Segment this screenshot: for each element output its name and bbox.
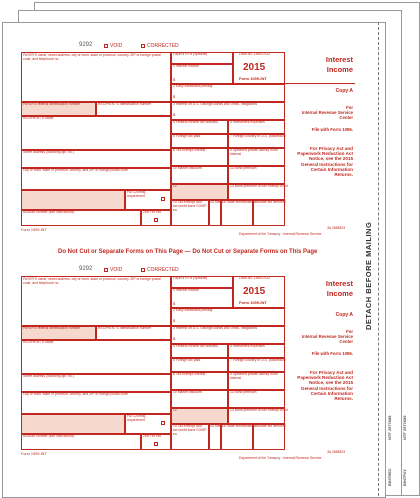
box12-label: 12 <box>173 408 177 412</box>
privacy-notice: For Privacy Act and Paperwork Reduction Act Notice, see the 2015 General Instructions for Certain Information Returns. <box>297 146 353 178</box>
corrected-label: CORRECTED <box>147 43 179 49</box>
account-label: Account number (see instructions) <box>23 210 75 214</box>
box13-label: 13 Bond premium on tax-exempt bond <box>230 184 288 188</box>
box17-label: 17 State tax withheld <box>254 200 286 204</box>
blank-box <box>21 414 125 434</box>
do-not-cut-notice: Do Not Cut or Separate Forms on This Page — Do Not Cut or Separate Forms on This Page <box>58 249 318 255</box>
box3-label: 3 Interest on U.S. Savings Bonds and Treas. obligations <box>173 326 258 330</box>
box3-dollar: $ <box>173 336 176 341</box>
box11-label: 11 Bond premium <box>230 390 257 394</box>
form-name: Form 1099-INT <box>239 76 267 81</box>
recipient-name-label: RECIPIENT'S name <box>23 116 54 120</box>
box5-label: 5 Investment expenses <box>230 120 265 124</box>
box1-dollar: $ <box>173 301 176 306</box>
footer-id: 36-2558823 <box>327 226 346 230</box>
box8-label: 8 Tax-exempt interest <box>173 372 206 376</box>
footer-id: 36-2558823 <box>327 450 346 454</box>
box10-label: 10 Market discount <box>173 166 202 170</box>
copy-a: Copy A <box>335 312 353 318</box>
blank-box <box>21 190 125 210</box>
tin2-checkbox[interactable] <box>154 442 158 446</box>
void-label: VOID <box>110 43 123 49</box>
form-name: Form 1099-INT <box>239 300 267 305</box>
box12 <box>171 184 228 200</box>
file-with: File with Form 1096. <box>311 351 353 356</box>
street-label: Street address (including apt. no.) <box>23 374 74 378</box>
fatca-label: FATCA filing requirement <box>127 414 146 422</box>
box12 <box>171 408 228 424</box>
box16-label: 16 State identification no. <box>222 200 261 204</box>
box1-label: 1 Interest income <box>173 288 200 292</box>
title-interest: Interest <box>325 279 353 288</box>
box14-label: 14 Tax-exempt and tax credit bond CUSIP no. <box>173 200 207 212</box>
tin2-checkbox[interactable] <box>154 218 158 222</box>
stub-label-bintpay: BINTPAY <box>402 469 407 486</box>
corrected-checkbox[interactable] <box>141 268 145 272</box>
omb-label: OMB No. 1545-0112 <box>239 52 270 56</box>
box17-label: 17 State tax withheld <box>254 424 286 428</box>
void-checkbox[interactable] <box>104 268 108 272</box>
box4-label: 4 Federal income tax withheld <box>173 344 219 348</box>
payer-name-label: PAYER'S name, street address, city or town, state or province, country, ZIP or foreign postal code, and telephone no. <box>23 53 161 61</box>
box7-label: 7 Foreign country or U.S. possession <box>230 134 286 138</box>
fatca-checkbox[interactable] <box>161 421 165 425</box>
tin2-label: 2nd TIN not. <box>143 210 162 214</box>
box2-dollar: $ <box>173 318 176 323</box>
payer-name-label: PAYER'S name, street address, city or town, state or province, country, ZIP or foreign postal code, and telephone no. <box>23 277 161 285</box>
tax-year: 2015 <box>243 62 266 73</box>
payer-rtn-label: Payer's RTN (optional) <box>173 276 208 280</box>
box3-dollar: $ <box>173 112 176 117</box>
void-label: VOID <box>110 267 123 273</box>
payer-tin-label: PAYER'S federal identification number <box>23 326 81 330</box>
corrected-label: CORRECTED <box>147 267 179 273</box>
omb-label: OMB No. 1545-0112 <box>239 276 270 280</box>
box11-label: 11 Bond premium <box>230 166 257 170</box>
form-code: 9292 <box>79 42 93 48</box>
box5-label: 5 Investment expenses <box>230 344 265 348</box>
box12-label: 12 <box>173 184 177 188</box>
box1-label: 1 Interest income <box>173 64 200 68</box>
box4-label: 4 Federal income tax withheld <box>173 120 219 124</box>
for-label: For <box>346 105 353 110</box>
footer-dept: Department of the Treasury - Internal Revenue Service <box>239 232 322 236</box>
corrected-checkbox[interactable] <box>141 44 145 48</box>
title-income: Income <box>326 65 353 74</box>
form-code: 9292 <box>79 266 93 272</box>
account-label: Account number (see instructions) <box>23 434 75 438</box>
form-1099-int-top <box>7 42 377 247</box>
box6-label: 6 Foreign tax paid <box>173 358 201 362</box>
for-label: For <box>346 329 353 334</box>
payer-tin-label: PAYER'S federal identification number <box>23 102 81 106</box>
box9-label: 9 Specified private activity bond interest <box>230 148 278 156</box>
recipient-tin-label: RECIPIENT'S identification number <box>98 102 152 106</box>
detach-notice: DETACH BEFORE MAILING <box>364 221 373 330</box>
city-label: City or town, state or province, country, and ZIP or foreign postal code <box>23 168 128 172</box>
fatca-label: FATCA filing requirement <box>127 190 146 198</box>
city-label: City or town, state or province, country, and ZIP or foreign postal code <box>23 392 128 396</box>
box15-label: 15 State <box>210 424 223 428</box>
stub-code-1: NTF 2577689 <box>402 415 407 440</box>
footer-form: Form 1099-INT <box>21 452 47 456</box>
payer-rtn-label: Payer's RTN (optional) <box>173 52 208 56</box>
box7-label: 7 Foreign country or U.S. possession <box>230 358 286 362</box>
box6-label: 6 Foreign tax paid <box>173 134 201 138</box>
box2-label: 2 Early withdrawal penalty <box>173 308 213 312</box>
box1-dollar: $ <box>173 77 176 82</box>
footer-form: Form 1099-INT <box>21 228 47 232</box>
void-checkbox[interactable] <box>104 44 108 48</box>
privacy-notice: For Privacy Act and Paperwork Reduction Act Notice, see the 2015 General Instructions for Certain Information Returns. <box>297 370 353 402</box>
box8-label: 8 Tax-exempt interest <box>173 148 206 152</box>
recipient-tin-label: RECIPIENT'S identification number <box>98 326 152 330</box>
box10-label: 10 Market discount <box>173 390 202 394</box>
tax-year: 2015 <box>243 286 266 297</box>
irs-center: Internal Revenue Service Center <box>301 110 353 120</box>
box3-label: 3 Interest on U.S. Savings Bonds and Treas. obligations <box>173 102 258 106</box>
irs-center: Internal Revenue Service Center <box>301 334 353 344</box>
form-1099-int-bottom <box>7 266 377 471</box>
stub-code-2: NTF 2577688 <box>387 415 392 440</box>
box15-label: 15 State <box>210 200 223 204</box>
box13-label: 13 Bond premium on tax-exempt bond <box>230 408 288 412</box>
box14-label: 14 Tax-exempt and tax credit bond CUSIP no. <box>173 424 207 436</box>
perforation-line <box>378 22 379 496</box>
box2-label: 2 Early withdrawal penalty <box>173 84 213 88</box>
fatca-checkbox[interactable] <box>161 197 165 201</box>
box9-label: 9 Specified private activity bond interest <box>230 372 278 380</box>
box16-label: 16 State identification no. <box>222 424 261 428</box>
box2-dollar: $ <box>173 94 176 99</box>
recipient-name-box[interactable] <box>21 340 171 374</box>
copy-a: Copy A <box>335 88 353 94</box>
recipient-name-label: RECIPIENT'S name <box>23 340 54 344</box>
footer-dept: Department of the Treasury - Internal Revenue Service <box>239 456 322 460</box>
tin2-label: 2nd TIN not. <box>143 434 162 438</box>
file-with: File with Form 1096. <box>311 127 353 132</box>
title-income: Income <box>326 289 353 298</box>
title-interest: Interest <box>325 55 353 64</box>
stub-label-bintrec: BINTREC <box>387 468 392 486</box>
recipient-name-box[interactable] <box>21 116 171 150</box>
street-label: Street address (including apt. no.) <box>23 150 74 154</box>
